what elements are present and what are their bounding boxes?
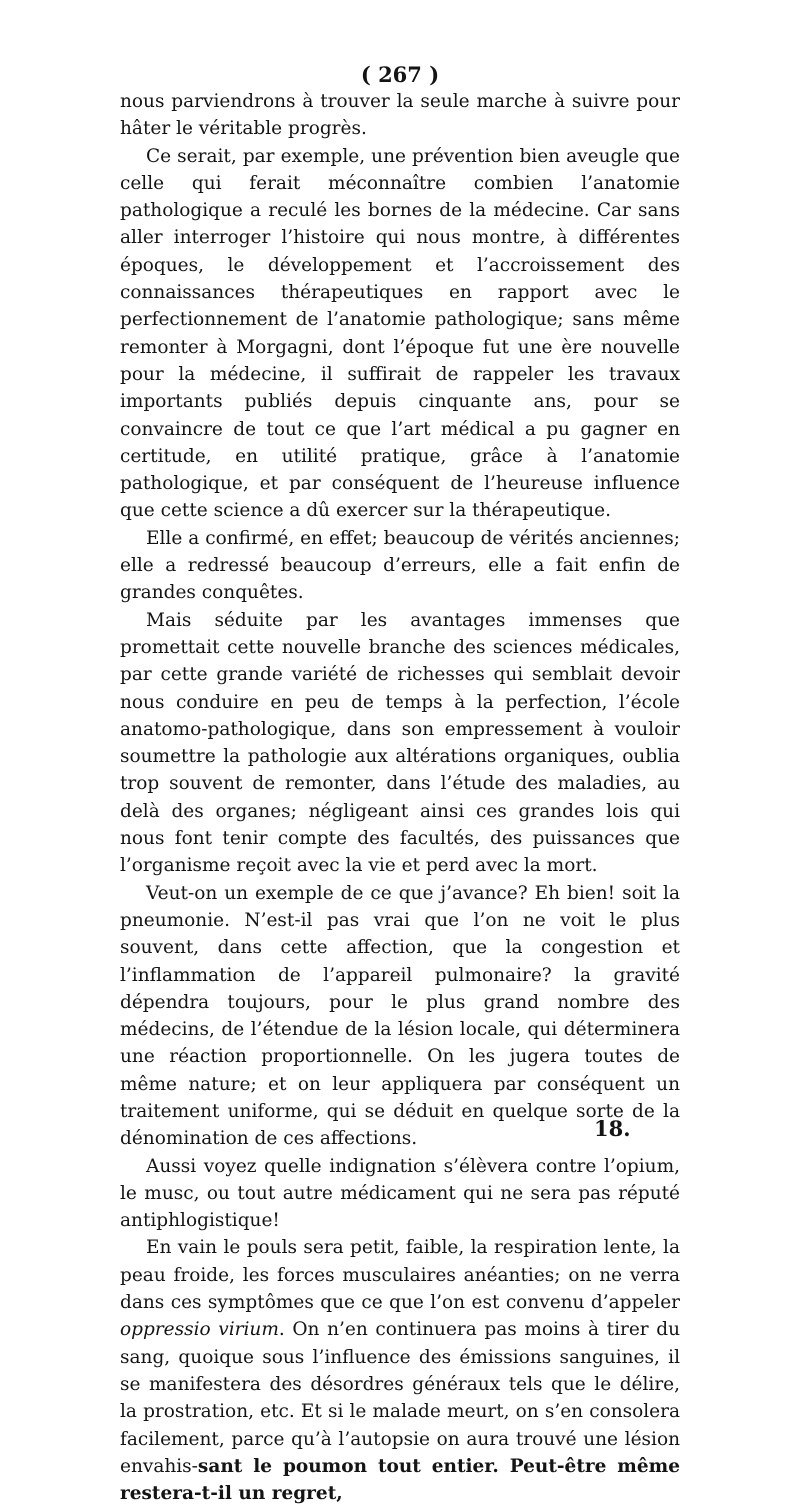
page-number: ( 267 ) [360,62,440,87]
italic-term: oppressio virium [120,1319,279,1341]
paragraph-7-middle: . On n’en continuera pas moins à tirer du sang, quoique sous l’influence des émissions sanguines, il se manifestera des désordres généraux tels que le délire, la prostration, etc. Et si le malade meurt, on s’en consolera facilement, parce qu’à l’autopsie on aura trouvé une lésion envahis- [120,1319,681,1477]
paragraph-7-last-line: sant le poumon tout entier. Peut-être même restera-t-il un regret, [120,1455,680,1505]
paragraph-3: Elle a confirmé, en effet; beaucoup de vérités anciennes; elle a redressé beaucoup d’erreurs, elle a fait enfin de grandes conquêtes. [120,527,680,604]
paragraph-1: nous parviendrons à trouver la seule marche à suivre pour hâter le véritable progrès. [120,91,680,140]
paragraph-7-start: En vain le pouls sera petit, faible, la respiration lente, la peau froide, les forces musculaires anéanties; on ne verra dans ces symptômes que ce que l’on est convenu d’appeler [120,1237,680,1314]
paragraph-2: Ce serait, par exemple, une prévention bien aveugle que celle qui ferait méconnaître combien l’anatomie pathologique a reculé les bornes de la médecine. Car sans aller interroger l’histoire qui nous montre, à différentes époques, le développement et l’accroissement des connaissances thérapeutiques en rapport avec le perfectionnement de l’anatomie pathologique; sans même remonter à Morgagni, dont l’époque fut une ère nouvelle pour la médecine, il suffirait de rappeler les travaux importants publiés depuis cinquante ans, pour se convaincre de tout ce que l’art médical a pu gagner en certitude, en utilité pratique, grâce à l’anatomie pathologique, et par conséquent de l’heureuse influence que cette science a dû exercer sur la thérapeutique. [120,145,680,522]
body-text [120,88,680,1507]
paragraph-5: Veut-on un exemple de ce que j’avance? Eh bien! soit la pneumonie. N’est-il pas vrai que l’on ne voit le plus souvent, dans cette affection, que la congestion et l’inflammation de l’appareil pulmonaire? la gravité dépendra toujours, pour le plus grand nombre des médecins, de l’étendue de la lésion locale, qui déterminera une réaction proportionnelle. On les jugera toutes de même nature; et on leur appliquera par conséquent un traitement uniforme, qui se déduit en quelque sorte de la dénomination de ces affections. [120,882,680,1150]
paragraph-4: Mais séduite par les avantages immenses que promettait cette nouvelle branche des sciences médicales, par cette grande variété de richesses qui semblait devoir nous conduire en peu de temps à la perfection, l’école anatomo-pathologique, dans son empressement à vouloir soumettre la pathologie aux altérations organiques, oublia trop souvent de remonter, dans l’étude des maladies, au delà des organes; négligeant ainsi ces grandes lois qui nous font tenir compte des facultés, des puissances que l’organisme reçoit avec la vie et perd avec la mort. [120,609,680,877]
paragraph-7 [120,1234,680,1507]
signature-mark: 18. [594,1116,631,1141]
paragraph-6: Aussi voyez quelle indignation s’élèvera contre l’opium, le musc, ou tout autre médicament qui ne sera pas réputé antiphlogistique! [120,1155,680,1232]
